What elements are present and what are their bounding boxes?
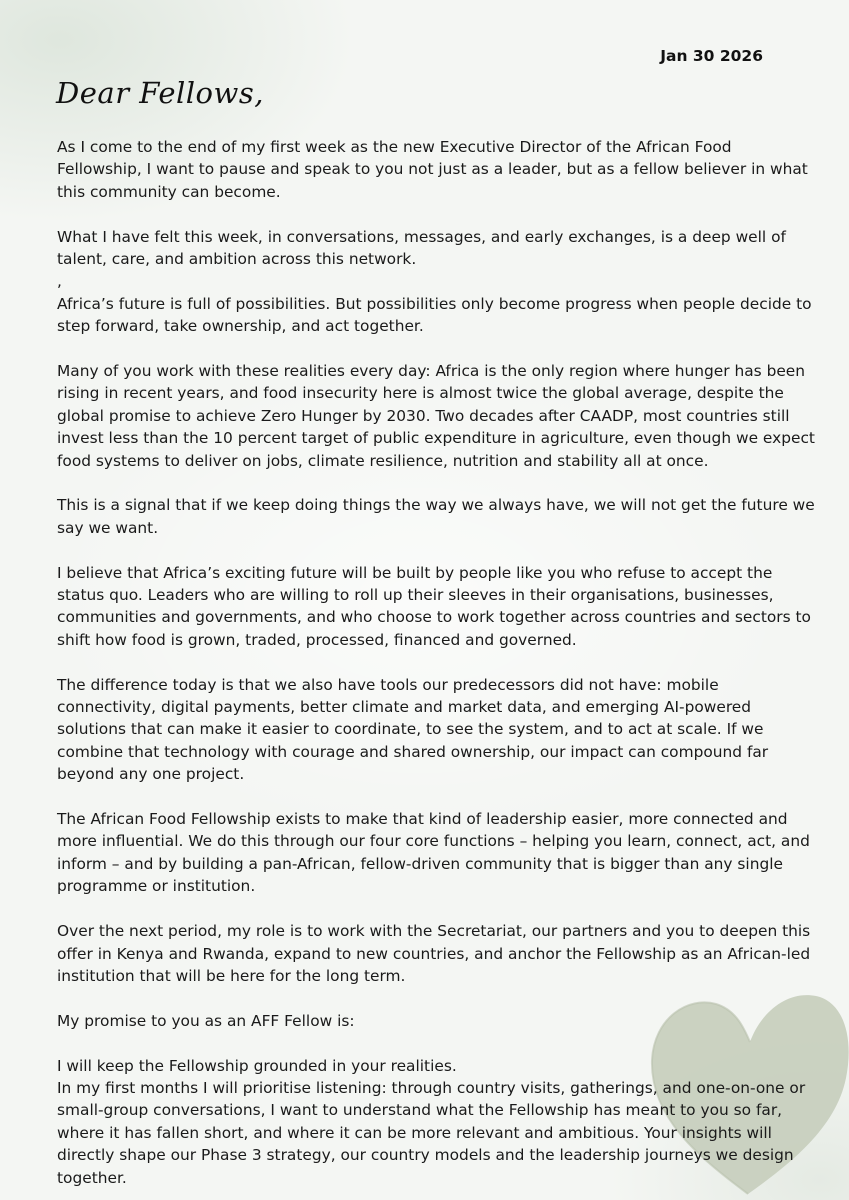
paragraph: The difference today is that we also have tools our predecessors did not have: mobile connectivity, digital payments, better climate and market data, and emerging AI-powered solutions that can make it easier to coordinate, to see the system, and to act at scale. If we combine that technology with courage and shared ownership, our impact can compound far beyond any one project. [57,675,769,784]
paragraph: My promise to you as an AFF Fellow is: [57,1011,355,1030]
paragraph: This is a signal that if we keep doing things the way we always have, we will not get the future we say we want. [57,496,815,537]
stray-comma: , [57,272,62,291]
paragraph: Many of you work with these realities every day: Africa is the only region where hunger has been rising in recent years, and food insecurity here is almost twice the global average, despite the global promise to achieve Zero Hunger by 2030. Two decades after CAADP, most countries still invest less than the 10 percent target of public expenditure in agriculture, even though we expect food systems to deliver on jobs, climate resilience, nutrition and stability all at once. [57,362,815,470]
paragraph: The African Food Fellowship exists to make that kind of leadership easier, more connected and more influential. We do this through our four core functions – helping you learn, connect, act, and inform – and by building a pan-African, fellow-driven community that is bigger than any single programme or institution. [57,810,810,896]
paragraph: I believe that Africa’s exciting future will be built by people like you who refuse to accept the status quo. Leaders who are willing to roll up their sleeves in their organisations, businesses, communities and governments, and who choose to work together across countries and sectors to shift how food is grown, traded, processed, financed and governed. [57,563,811,649]
paragraph: Over the next period, my role is to work with the Secretariat, our partners and you to deepen this offer in Kenya and Rwanda, expand to new countries, and anchor the Fellowship as an African-led institution that will be here for the long term. [57,922,811,985]
paragraph: Africa’s future is full of possibilities. But possibilities only become progress when people decide to step forward, take ownership, and act together. [57,294,812,336]
letter-body [57,136,817,1189]
paragraph: What I have felt this week, in conversations, messages, and early exchanges, is a deep well of talent, care, and ambition across this network. [57,227,786,269]
letter-date: Jan 30 2026 [660,47,763,65]
letter-greeting: Dear Fellows, [56,76,264,110]
paragraph: In my first months I will prioritise listening: through country visits, gatherings, and one-on-one or small-group conversations, I want to understand what the Fellowship has meant to you so far, where it has fallen short, and where it can be more relevant and ambitious. Your insights will directly shape our Phase 3 strategy, our country models and the leadership journeys we design together. [57,1078,806,1187]
promise-heading: I will keep the Fellowship grounded in your realities. [57,1056,457,1075]
paragraph: As I come to the end of my first week as the new Executive Director of the African Food Fellowship, I want to pause and speak to you not just as a leader, but as a fellow believer in what this community can become. [57,138,808,201]
